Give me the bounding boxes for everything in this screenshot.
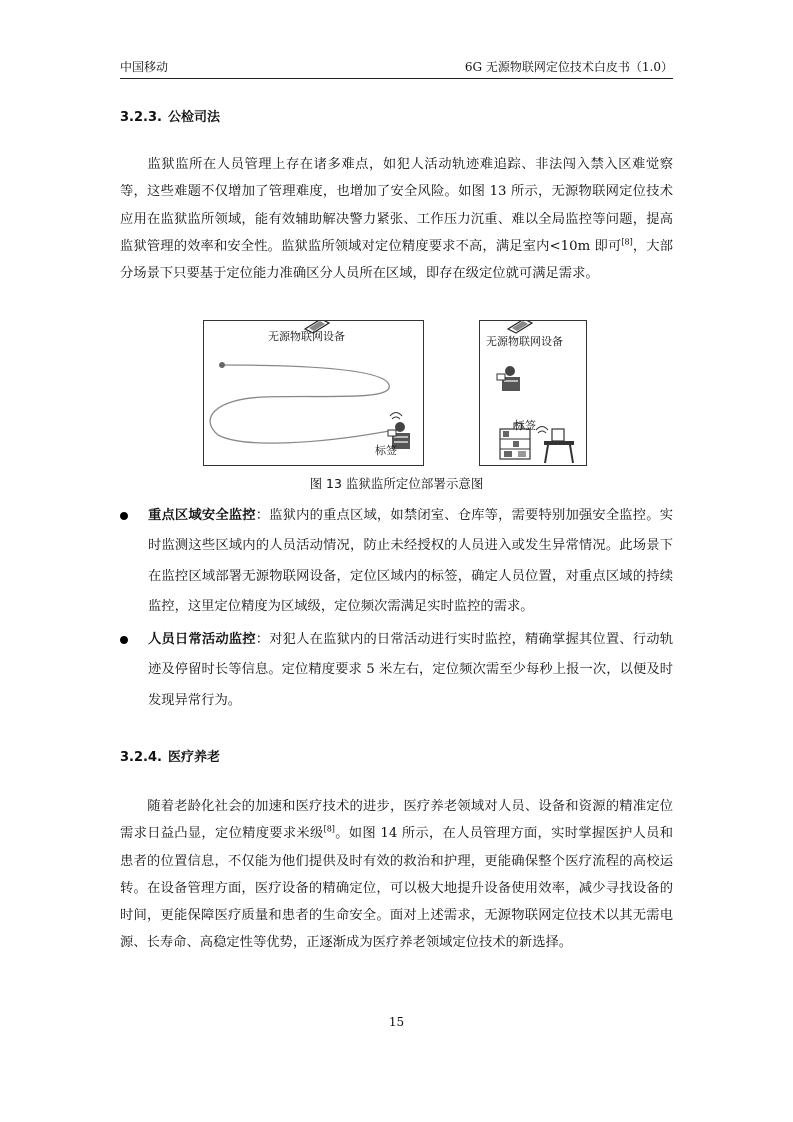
bullet-dot <box>120 636 128 644</box>
bullet-title: 重点区域安全监控 <box>148 508 256 523</box>
section-3-2-3-paragraph <box>120 151 673 287</box>
left-tag-label: 标签 <box>375 444 397 457</box>
bullet-daily-activity-monitoring <box>120 625 673 716</box>
section-heading-3-2-3 <box>120 106 220 125</box>
trajectory-path <box>210 365 389 443</box>
bullet-title: 人员日常活动监控 <box>148 632 256 647</box>
section-number: 3.2.4. <box>120 750 162 765</box>
citation-ref: [8] <box>323 824 335 834</box>
figure-13-left-panel <box>203 320 424 466</box>
right-tag-label: 标签 <box>514 419 536 432</box>
page-number: 15 <box>388 1015 405 1029</box>
section-title: 医疗养老 <box>168 750 221 765</box>
page-header <box>120 52 673 79</box>
trajectory-start-dot <box>219 362 225 368</box>
section-number: 3.2.3. <box>120 110 162 125</box>
paragraph-text-cont: ，大部分场景下只要基于定位能力准确区分人员所在区域，即存在级定位就可满足需求。 <box>120 238 674 282</box>
table-with-tag-icon <box>536 427 574 464</box>
bullet-key-area-monitoring <box>120 501 673 622</box>
citation-ref: [8] <box>621 237 633 247</box>
bullet-text: ：对犯人在监狱内的日常活动进行实时监控，精确掌握其位置、行动轨迹及停留时长等信息。定位精度要求 5 米左右，定位频次需至少每秒上报一次，以便及时发现异常行为。 <box>148 632 674 708</box>
right-device-label: 无源物联网设备 <box>486 335 563 348</box>
figure-13-caption: 图 13 监狱监所定位部署示意图 <box>309 476 484 491</box>
header-doc-title: 6G 无源物联网定位技术白皮书（1.0） <box>464 60 673 74</box>
section-title: 公检司法 <box>168 110 221 125</box>
bullet-text: ：监狱内的重点区域，如禁闭室、仓库等，需要特别加强安全监控。实时监测这些区域内的人员活动情况，防止未经授权的人员进入或发生异常情况。此场景下在监控区域部署无源物联网设备，定位区域内的标签，确定人员位置，对重点区域的持续监控，这里定位精度为区域级，定位频次需满足实时监控的需求。 <box>148 508 674 614</box>
iot-device-icon <box>508 321 532 333</box>
figure-13-right-panel <box>479 320 587 466</box>
paragraph-text: 监狱监所在人员管理上存在诸多难点，如犯人活动轨迹难追踪、非法闯入禁入区难觉察等，这些难题不仅增加了管理难度，也增加了安全风险。如图 13 所示，无源物联网定位技术应用在监狱监所领域，能有效辅助解决警力紧张、工作压力沉重、难以全局监控等问题，提高监狱管理的效率和安全性。监狱监所领域对定位精度要求不高，满足室内<10m 即可 <box>120 157 673 254</box>
paragraph-text: 随着老龄化社会的加速和医疗技术的进步，医疗养老领域对人员、设备和资源的精准定位需求日益凸显，定位精度要求米级 <box>120 799 673 842</box>
bullet-dot <box>120 512 128 520</box>
header-org: 中国移动 <box>120 60 169 74</box>
left-device-label: 无源物联网设备 <box>268 330 345 343</box>
person-icon <box>497 366 520 391</box>
section-3-2-4-paragraph <box>120 793 673 957</box>
paragraph-text-cont: 。如图 14 所示，在人员管理方面，实时掌握医护人员和患者的位置信息，不仅能为他们提供及时有效的救治和护理，更能确保整个医疗流程的高校运转。在设备管理方面，医疗设备的精确定位，可以极大地提升设备使用效率，减少寻找设备的时间，更能保障医疗质量和患者的生命安全。面对上述需求，无源物联网定位技术以其无需电源、长寿命、高稳定性等优势，正逐渐成为医疗养老领域定位技术的新选择。 <box>120 826 673 951</box>
section-heading-3-2-4 <box>120 746 220 765</box>
